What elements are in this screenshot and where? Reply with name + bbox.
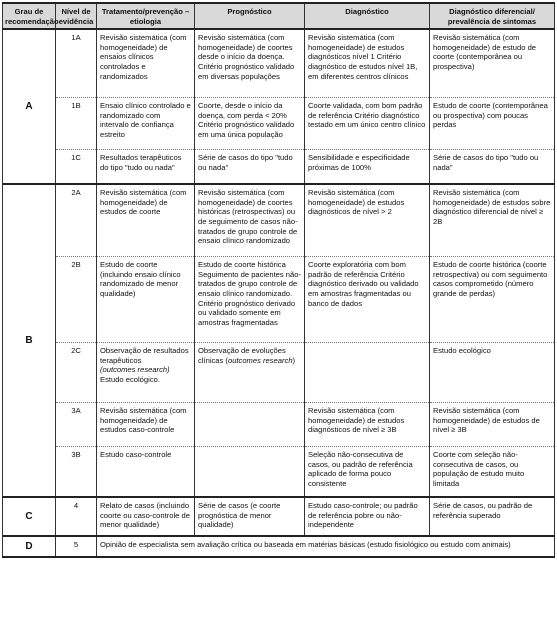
treatment-cell: Ensaio clínico controlado e randomizado com intervalo de confiança estreito [97, 98, 195, 150]
header-row [3, 3, 555, 29]
header-grade: Grau de recomendação [3, 3, 56, 29]
table-row-4 [3, 497, 555, 536]
table-row-1c [3, 150, 555, 185]
table-row-2c [3, 343, 555, 403]
treatment-cell: Revisão sistemática (com homogeneidade) de ensaios clínicos controlados e randomizados [97, 29, 195, 98]
treatment-cell: Estudo de coorte (incluindo ensaio clínico randomizado de menor qualidade) [97, 257, 195, 343]
diagnosis-cell: Revisão sistemática (com homogeneidade) de estudos diagnósticos de nível ≥ 3B [305, 403, 430, 447]
prognosis-cell [195, 403, 305, 447]
grade-d: D [3, 536, 56, 557]
prognosis-text-2: ) [292, 355, 296, 365]
level-cell: 3B [56, 447, 97, 498]
differential-cell: Revisão sistemática (com homogeneidade) de estudo de coorte (contemporânea ou prospectiva) [430, 29, 555, 98]
treatment-cell: Revisão sistemática (com homogeneidade) de estudos caso-controle [97, 403, 195, 447]
merged-opinion-cell: Opinião de especialista sem avaliação crítica ou baseada em matérias básicas (estudo fisiológico ou estudo com animais) [97, 536, 555, 557]
header-differential: Diagnóstico diferencial/ prevalência de sintomas [430, 3, 555, 29]
treatment-text-2: Estudo ecológico. [100, 374, 160, 384]
diagnosis-cell [305, 343, 430, 403]
level-cell: 5 [56, 536, 97, 557]
level-cell: 2A [56, 184, 97, 257]
prognosis-cell: Estudo de coorte histórica Seguimento de pacientes não-tratados de grupo controle de ensaio clínico randomizado. Critério prognóstico derivado ou validado somente em amostras fragmentadas [195, 257, 305, 343]
table-row-1a [3, 29, 555, 98]
header-treatment: Tratamento/prevenção – etiologia [97, 3, 195, 29]
table-row-1b [3, 98, 555, 150]
level-cell: 1A [56, 29, 97, 98]
differential-cell: Coorte com seleção não-consecutiva de casos, ou população de estudo muito limitada [430, 447, 555, 498]
treatment-cell: Estudo caso-controle [97, 447, 195, 498]
level-cell: 2C [56, 343, 97, 403]
diagnosis-cell: Seleção não-consecutiva de casos, ou padrão de referência aplicado de forma pouco consistente [305, 447, 430, 498]
evidence-level-table [2, 2, 555, 558]
differential-cell: Revisão sistemática (com homogeneidade) de estudos de nível ≥ 3B [430, 403, 555, 447]
differential-cell: Estudo de coorte histórica (coorte retrospectiva) ou com seguimento casos comprometido (número grande de perdas) [430, 257, 555, 343]
differential-cell: Revisão sistemática (com homogeneidade) de estudos sobre diagnóstico diferencial de nível ≥ 2B [430, 184, 555, 257]
level-cell: 3A [56, 403, 97, 447]
prognosis-cell [195, 343, 305, 403]
differential-cell: Estudo ecológico [430, 343, 555, 403]
level-cell: 1C [56, 150, 97, 185]
prognosis-cell: Revisão sistemática (com homogeneidade) de coortes desde o início da doença. Critério prognóstico validado em diversas populações [195, 29, 305, 98]
diagnosis-cell: Revisão sistemática (com homogeneidade) de estudos diagnósticos nível 1 Critério diagnóstico de estudos nível 1B, em diferentes centros clínicos [305, 29, 430, 98]
treatment-italic-text: (outcomes research) [100, 365, 170, 375]
grade-b: B [3, 184, 56, 497]
grade-a: A [3, 29, 56, 184]
table-row-3b [3, 447, 555, 498]
table-row-2a [3, 184, 555, 257]
diagnosis-cell: Coorte validada, com bom padrão de referência Critério diagnóstico testado em um único centro clínico [305, 98, 430, 150]
header-prognosis: Prognóstico [195, 3, 305, 29]
table-row-2b [3, 257, 555, 343]
diagnosis-cell: Estudo caso-controle; ou padrão de referência pobre ou não-independente [305, 497, 430, 536]
treatment-cell: Resultados terapêuticos do tipo "tudo ou nada" [97, 150, 195, 185]
differential-cell: Série de casos, ou padrão de referência superado [430, 497, 555, 536]
level-cell: 2B [56, 257, 97, 343]
prognosis-cell [195, 447, 305, 498]
header-diagnosis: Diagnóstico [305, 3, 430, 29]
treatment-cell [97, 343, 195, 403]
table-row-3a [3, 403, 555, 447]
treatment-cell: Relato de casos (incluindo coorte ou caso-controle de menor qualidade) [97, 497, 195, 536]
prognosis-cell: Série de casos (e coorte prognóstica de menor qualidade) [195, 497, 305, 536]
prognosis-italic-text: outcomes research [227, 355, 293, 365]
level-cell: 4 [56, 497, 97, 536]
prognosis-text: Observação de evoluções clínicas ( [198, 346, 286, 365]
level-cell: 1B [56, 98, 97, 150]
prognosis-cell: Revisão sistemática (com homogeneidade) de coortes históricas (retrospectivas) ou de seguimento de casos não-tratados de grupo controle de ensaio clínico randomizado [195, 184, 305, 257]
grade-c: C [3, 497, 56, 536]
treatment-text: Observação de resultados terapêuticos [100, 346, 189, 365]
treatment-cell: Revisão sistemática (com homogeneidade) de estudos de coorte [97, 184, 195, 257]
diagnosis-cell: Sensibilidade e especificidade próximas de 100% [305, 150, 430, 185]
diagnosis-cell: Revisão sistemática (com homogeneidade) de estudos diagnósticos de nível > 2 [305, 184, 430, 257]
table-row-5 [3, 536, 555, 557]
diagnosis-cell: Coorte exploratória com bom padrão de referência Critério diagnóstico derivado ou validado em amostras fragmentadas ou banco de dados [305, 257, 430, 343]
differential-cell: Estudo de coorte (contemporânea ou prospectiva) com poucas perdas [430, 98, 555, 150]
prognosis-cell: Série de casos do tipo "tudo ou nada" [195, 150, 305, 185]
prognosis-cell: Coorte, desde o início da doença, com perda < 20% Critério prognóstico validado em uma única população [195, 98, 305, 150]
differential-cell: Série de casos do tipo "tudo ou nada" [430, 150, 555, 185]
header-level: Nível de evidência [56, 3, 97, 29]
